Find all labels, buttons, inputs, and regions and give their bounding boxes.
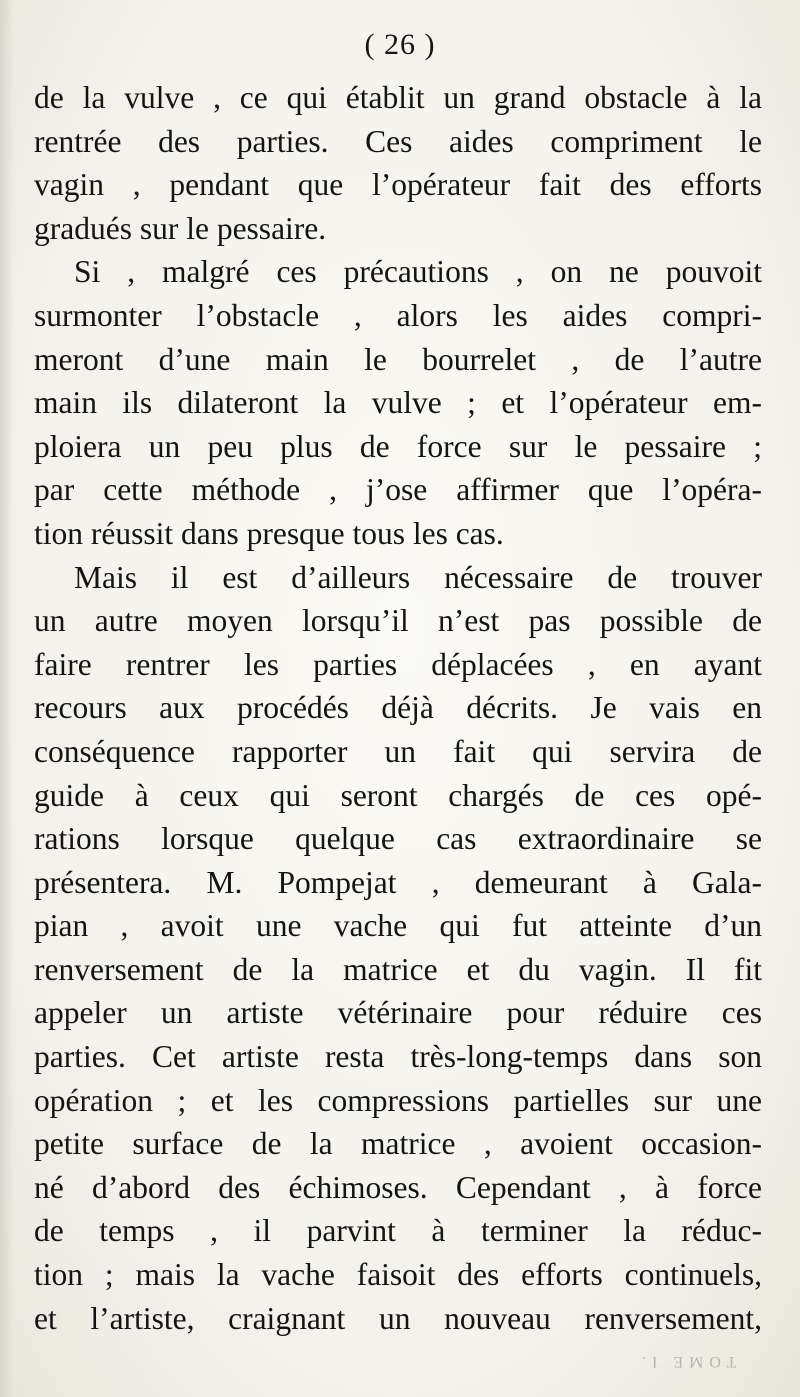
text-line: un autre moyen lorsqu’il n’est pas possible de: [34, 603, 762, 639]
text-line: gradués sur le pessaire.: [34, 210, 327, 246]
text-line: meront d’une main le bourrelet , de l’autre: [34, 341, 762, 377]
page-number: ( 26 ): [364, 28, 436, 61]
text-line: ploiera un peu plus de force sur le pessaire ;: [34, 428, 762, 464]
text-line: recours aux procédés déjà décrits. Je vais en: [34, 690, 762, 726]
text-line: tion ; mais la vache faisoit des efforts continuels,: [34, 1257, 762, 1293]
text-line: pian , avoit une vache qui fut atteinte d’un: [34, 908, 762, 944]
text-line: faire rentrer les parties déplacées , en ayant: [34, 646, 762, 682]
text-line: appeler un artiste vétérinaire pour réduire ces: [34, 995, 762, 1031]
text-line: Si , malgré ces précautions , on ne pouvoit: [74, 254, 762, 290]
page-footer: [0, 1352, 800, 1382]
text-line: vagin , pendant que l’opérateur fait des efforts: [34, 167, 762, 203]
signature-mark: TOME I.: [635, 1353, 736, 1370]
text-line: guide à ceux qui seront chargés de ces opé-: [34, 777, 762, 813]
text-line: renversement de la matrice et du vagin. Il fit: [34, 951, 762, 987]
text-line: de la vulve , ce qui établit un grand obstacle à la: [34, 80, 762, 115]
text-line: petite surface de la matrice , avoient occasion-: [34, 1126, 762, 1162]
text-line: et l’artiste, craignant un nouveau renversement,: [34, 1300, 762, 1336]
text-line: rentrée des parties. Ces aides compriment le: [34, 123, 762, 159]
text-line: opération ; et les compressions partielles sur une: [34, 1082, 762, 1118]
text-line: présentera. M. Pompejat , demeurant à Gala-: [34, 864, 762, 900]
text-line: tion réussit dans presque tous les cas.: [34, 515, 504, 551]
text-line: conséquence rapporter un fait qui servira de: [34, 733, 762, 769]
text-line: rations lorsque quelque cas extraordinaire se: [34, 821, 762, 857]
text-line: de temps , il parvint à terminer la réduc-: [34, 1213, 762, 1249]
text-line: surmonter l’obstacle , alors les aides compri-: [34, 297, 762, 333]
body-text: [34, 76, 762, 1340]
text-line: Mais il est d’ailleurs nécessaire de trouver: [74, 559, 762, 595]
text-line: né d’abord des échimoses. Cependant , à force: [34, 1169, 762, 1205]
text-line: par cette méthode , j’ose affirmer que l’opéra-: [34, 472, 762, 508]
page-binding-shadow: [0, 0, 14, 1397]
text-line: main ils dilateront la vulve ; et l’opérateur em-: [34, 385, 762, 421]
text-line: parties. Cet artiste resta très-long-temps dans son: [34, 1039, 762, 1075]
